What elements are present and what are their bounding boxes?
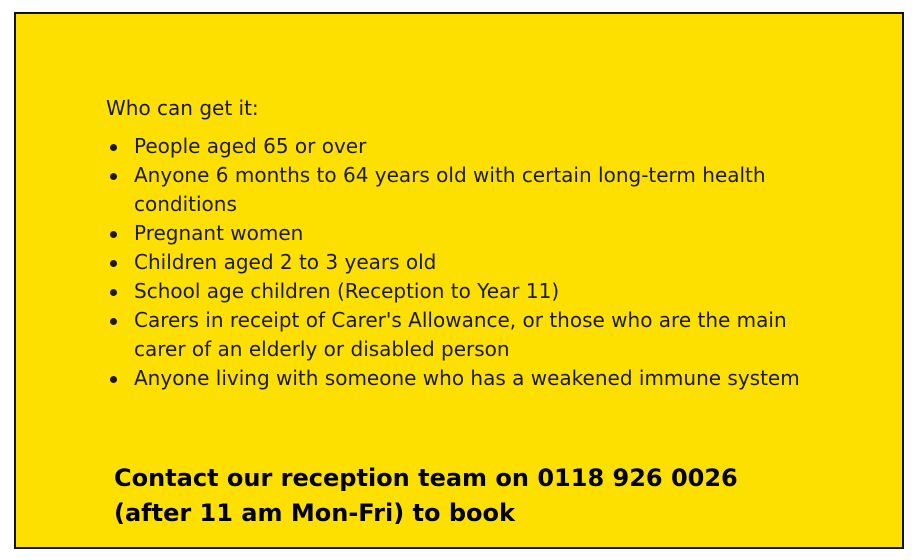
bullet-dot-icon [110,144,117,151]
list-item-text: People aged 65 or over [134,134,367,158]
eligibility-notice [14,12,904,549]
list-item [106,248,826,277]
list-item-text: Carers in receipt of Carer's Allowance, or those who are the main carer of an elderly or disabled person [134,308,787,361]
list-item-text: Children aged 2 to 3 years old [134,250,437,274]
list-item-text: Pregnant women [134,221,304,245]
eligibility-list [106,132,826,393]
list-item [106,161,826,219]
contact-line: Contact our reception team on 0118 926 0026 [114,464,738,492]
bullet-dot-icon [110,173,117,180]
list-item [106,219,826,248]
list-item [106,277,826,306]
list-item-text: School age children (Reception to Year 11) [134,279,560,303]
notice-heading: Who can get it: [106,96,259,120]
bullet-dot-icon [110,376,117,383]
bullet-dot-icon [110,318,117,325]
list-item [106,364,826,393]
bullet-dot-icon [110,289,117,296]
contact-message [114,461,814,531]
list-item-text: Anyone 6 months to 64 years old with certain long-term health conditions [134,163,766,216]
list-item [106,132,826,161]
list-item-text: Anyone living with someone who has a weakened immune system [134,366,800,390]
bullet-dot-icon [110,260,117,267]
list-item [106,306,826,364]
contact-line: (after 11 am Mon-Fri) to book [114,499,515,527]
bullet-dot-icon [110,231,117,238]
